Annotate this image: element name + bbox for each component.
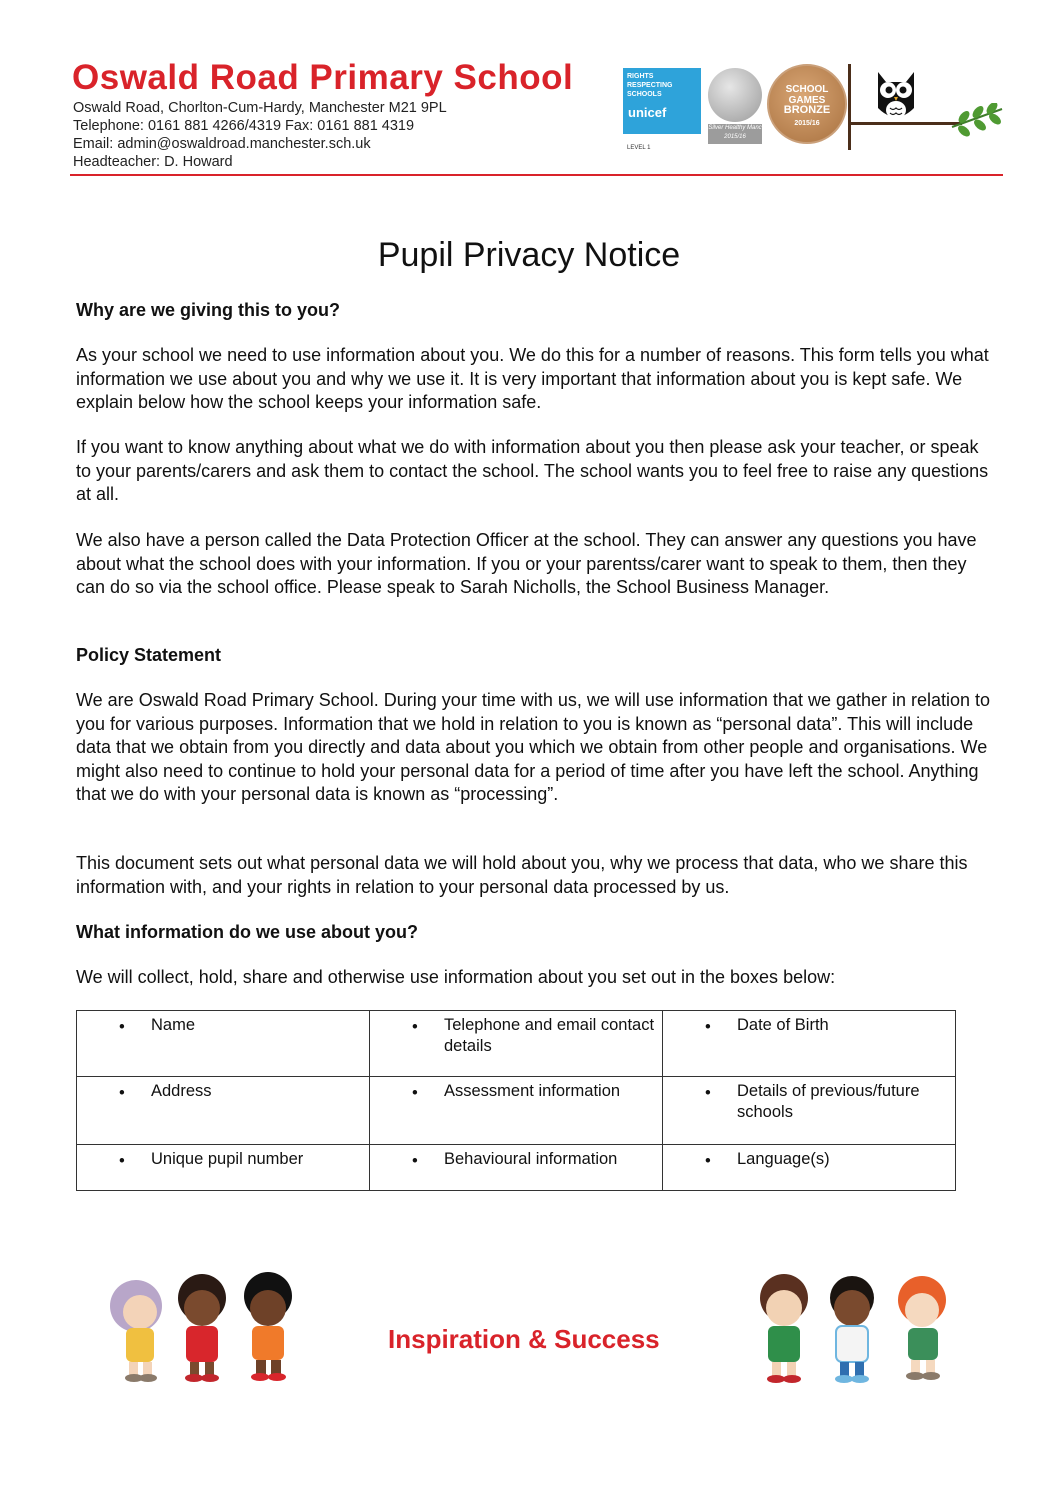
child-figure bbox=[898, 1276, 946, 1380]
cell-text: Date of Birth bbox=[737, 1016, 829, 1034]
owl-icon bbox=[874, 68, 918, 126]
why-heading: Why are we giving this to you? bbox=[76, 300, 341, 320]
school-phone-fax: Telephone: 0161 881 4266/4319 Fax: 0161 881 4319 bbox=[73, 118, 415, 134]
header-divider bbox=[70, 174, 1003, 176]
headteacher: Headteacher: D. Howard bbox=[73, 154, 233, 170]
table-cell bbox=[77, 1077, 370, 1145]
child-figure bbox=[830, 1276, 874, 1383]
school-email: Email: admin@oswaldroad.manchester.sch.uk bbox=[73, 136, 371, 152]
leaf-icon bbox=[950, 103, 1004, 139]
school-games-bronze-badge bbox=[767, 64, 847, 144]
information-table bbox=[76, 1010, 956, 1191]
table-cell bbox=[77, 1011, 370, 1077]
healthy-schools-badge-caption: Silver Healthy Manc 2015/16 bbox=[708, 124, 762, 144]
policy-paragraph-1: We are Oswald Road Primary School. During your time with us, we will use information that we gather in relation to you for various purposes. Information that we hold in relation to you is known as “personal data”. This will include data that we obtain from you directly and data about you which we obtain from other people and organisations. We might also need to continue to hold your personal data for a period of time after you have left the school. Anything that we do with your personal data is known as “processing”. bbox=[76, 690, 991, 805]
healthy-schools-badge-icon bbox=[708, 68, 762, 122]
bullet: • bbox=[412, 1084, 418, 1102]
child-figure bbox=[760, 1274, 808, 1383]
cell-text: Details of previous/future schools bbox=[737, 1082, 920, 1121]
bullet: • bbox=[119, 1018, 125, 1036]
bullet: • bbox=[705, 1018, 711, 1036]
bullet: • bbox=[119, 1084, 125, 1102]
table-cell bbox=[663, 1077, 956, 1145]
why-paragraph-1: As your school we need to use information about you. We do this for a number of reasons. This form tells you what information we use about you and why we use it. It is very important that information about you is kept safe. We explain below how the school keeps your information safe. bbox=[76, 345, 989, 413]
bullet: • bbox=[705, 1152, 711, 1170]
games-badge-line1: SCHOOL GAMES bbox=[785, 84, 829, 106]
school-motto: Inspiration & Success bbox=[388, 1324, 660, 1354]
table-cell bbox=[370, 1011, 663, 1077]
cell-text: Unique pupil number bbox=[151, 1150, 304, 1168]
why-paragraph-2: If you want to know anything about what we do with information about you then please ask your teacher, or speak to your parents/carers and ask them to contact the school. The school wants you to feel free to raise any questions at all. bbox=[76, 437, 989, 505]
table-row bbox=[77, 1011, 956, 1077]
children-illustration-left bbox=[96, 1268, 312, 1388]
cell-text: Telephone and email contact details bbox=[444, 1016, 655, 1055]
table-row bbox=[77, 1145, 956, 1191]
table-cell bbox=[663, 1145, 956, 1191]
table-cell bbox=[370, 1077, 663, 1145]
unicef-badge-top-text: RIGHTS RESPECTING SCHOOLS bbox=[627, 73, 673, 98]
child-figure bbox=[244, 1272, 292, 1381]
cell-text: Address bbox=[151, 1082, 212, 1100]
games-badge-line3: 2015/16 bbox=[794, 120, 820, 127]
unicef-badge-name: unicef bbox=[628, 105, 667, 120]
bullet: • bbox=[705, 1084, 711, 1102]
child-figure bbox=[178, 1274, 226, 1382]
unicef-rights-respecting-badge bbox=[623, 68, 701, 151]
table-cell bbox=[77, 1145, 370, 1191]
cell-text: Name bbox=[151, 1016, 196, 1034]
child-figure bbox=[110, 1280, 162, 1382]
school-name: Oswald Road Primary School bbox=[72, 58, 574, 97]
school-address: Oswald Road, Chorlton-Cum-Hardy, Manchester M21 9PL bbox=[73, 100, 447, 116]
bullet: • bbox=[412, 1152, 418, 1170]
bullet: • bbox=[119, 1152, 125, 1170]
cell-text: Assessment information bbox=[444, 1082, 621, 1100]
branch-post bbox=[848, 64, 851, 150]
page-title: Pupil Privacy Notice bbox=[377, 236, 681, 274]
letterhead bbox=[70, 58, 1005, 178]
what-paragraph-1: We will collect, hold, share and otherwise use information about you set out in the boxes below: bbox=[76, 967, 836, 987]
unicef-badge-level: LEVEL 1 bbox=[627, 145, 651, 151]
children-illustration-right bbox=[746, 1268, 964, 1390]
table-cell bbox=[663, 1011, 956, 1077]
bullet: • bbox=[412, 1018, 418, 1036]
why-paragraph-3: We also have a person called the Data Protection Officer at the school. They can answer any questions you have about what the school does with your information. If you or your parentss/carer want to speak to them, then they can do so via the school office. Please speak to Sarah Nicholls, the School Business Manager. bbox=[76, 530, 977, 598]
table-cell bbox=[370, 1145, 663, 1191]
policy-heading: Policy Statement bbox=[76, 645, 222, 665]
cell-text: Language(s) bbox=[737, 1150, 830, 1168]
what-heading: What information do we use about you? bbox=[76, 922, 418, 942]
cell-text: Behavioural information bbox=[444, 1150, 618, 1168]
table-row bbox=[77, 1077, 956, 1145]
policy-paragraph-2: This document sets out what personal data we will hold about you, why we process that data, who we share this information with, and your rights in relation to your personal data processed by us. bbox=[76, 853, 968, 897]
games-badge-line2: BRONZE bbox=[783, 104, 831, 116]
